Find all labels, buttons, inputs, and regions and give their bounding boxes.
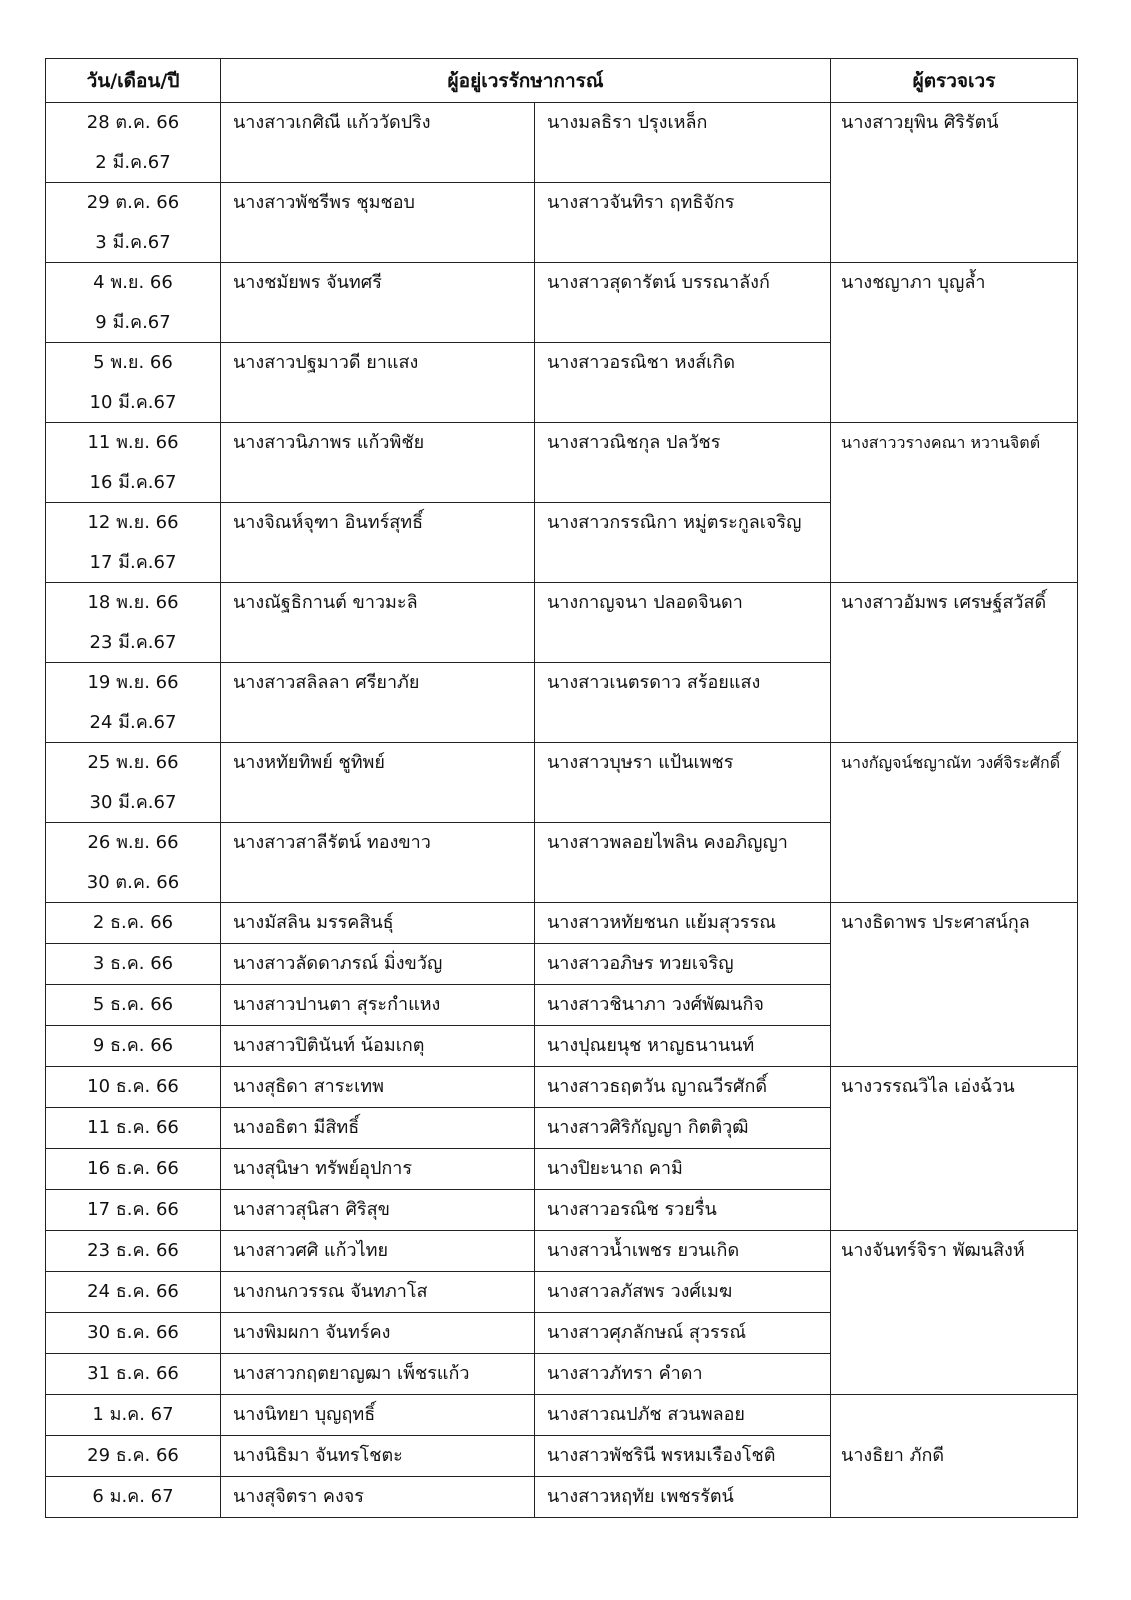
date-cell: 31 ธ.ค. 66 — [46, 1354, 221, 1395]
duty-officer-1: นางหทัยทิพย์ ชูทิพย์ — [221, 743, 535, 823]
table-row — [46, 1395, 1078, 1436]
duty-officer-2: นางสาวภัทรา คำดา — [535, 1354, 831, 1395]
inspector-cell: นางธิยา ภักดี — [831, 1395, 1078, 1518]
date-cell: 5 พ.ย. 66 10 มี.ค.67 — [46, 343, 221, 423]
duty-officer-1: นางสาวปานตา สุระกำแหง — [221, 985, 535, 1026]
duty-officer-2: นางสาวธฤตวัน ญาณวีรศักดิ์ — [535, 1067, 831, 1108]
date-cell: 9 ธ.ค. 66 — [46, 1026, 221, 1067]
date-cell: 3 ธ.ค. 66 — [46, 944, 221, 985]
header-date: วัน/เดือน/ปี — [46, 59, 221, 103]
duty-officer-1: นางสาวปฐมาวดี ยาแสง — [221, 343, 535, 423]
table-row — [46, 1231, 1078, 1272]
table-row — [46, 743, 1078, 823]
duty-officer-2: นางสาวพลอยไพลิน คงอภิญญา — [535, 823, 831, 903]
inspector-cell: นางสาววรางคณา หวานจิตต์ — [831, 423, 1078, 583]
duty-officer-2: นางสาวศุภลักษณ์ สุวรรณ์ — [535, 1313, 831, 1354]
date-cell: 11 พ.ย. 66 16 มี.ค.67 — [46, 423, 221, 503]
duty-officer-1: นางมัสลิน มรรคสินธุ์ — [221, 903, 535, 944]
duty-officer-2: นางสาวชินาภา วงศ์พัฒนกิจ — [535, 985, 831, 1026]
table-row — [46, 263, 1078, 343]
duty-officer-2: นางสาวน้ำเพชร ยวนเกิด — [535, 1231, 831, 1272]
table-row — [46, 103, 1078, 183]
duty-officer-1: นางสาวสุนิสา ศิริสุข — [221, 1190, 535, 1231]
duty-officer-1: นางชมัยพร จันทศรี — [221, 263, 535, 343]
duty-officer-1: นางกนกวรรณ จันทภาโส — [221, 1272, 535, 1313]
date-cell: 24 ธ.ค. 66 — [46, 1272, 221, 1313]
duty-officer-2: นางสาวณปภัช สวนพลอย — [535, 1395, 831, 1436]
duty-officer-2: นางสาวกรรณิกา หมู่ตระกูลเจริญ — [535, 503, 831, 583]
duty-officer-2: นางสาวอภิษร ทวยเจริญ — [535, 944, 831, 985]
duty-officer-1: นางณัฐธิกานต์ ขาวมะลิ — [221, 583, 535, 663]
duty-officer-2: นางสาวณิชกุล ปลวัชร — [535, 423, 831, 503]
date-cell: 29 ธ.ค. 66 — [46, 1436, 221, 1477]
date-cell: 6 ม.ค. 67 — [46, 1477, 221, 1518]
duty-officer-1: นางสาวเกศิณี แก้ววัดปริง — [221, 103, 535, 183]
date-cell: 12 พ.ย. 66 17 มี.ค.67 — [46, 503, 221, 583]
duty-officer-2: นางปิยะนาถ คามิ — [535, 1149, 831, 1190]
date-cell: 1 ม.ค. 67 — [46, 1395, 221, 1436]
date-cell: 25 พ.ย. 66 30 มี.ค.67 — [46, 743, 221, 823]
duty-roster-table — [45, 58, 1078, 1518]
duty-officer-1: นางสาวพัชรีพร ชุมชอบ — [221, 183, 535, 263]
duty-officer-1: นางสาวศศิ แก้วไทย — [221, 1231, 535, 1272]
duty-officer-2: นางสาวหทัยชนก แย้มสุวรรณ — [535, 903, 831, 944]
duty-officer-1: นางสาวสาลีรัตน์ ทองขาว — [221, 823, 535, 903]
table-row — [46, 583, 1078, 663]
duty-officer-1: นางสาวปิตินันท์ น้อมเกตุ — [221, 1026, 535, 1067]
header-duty: ผู้อยู่เวรรักษาการณ์ — [221, 59, 831, 103]
date-cell: 19 พ.ย. 66 24 มี.ค.67 — [46, 663, 221, 743]
inspector-cell: นางจันทร์จิรา พัฒนสิงห์ — [831, 1231, 1078, 1395]
duty-officer-1: นางสาวนิภาพร แก้วพิชัย — [221, 423, 535, 503]
duty-officer-2: นางสาวอรณิช รวยรื่น — [535, 1190, 831, 1231]
duty-officer-1: นางสาวลัดดาภรณ์ มิ่งขวัญ — [221, 944, 535, 985]
date-cell: 2 ธ.ค. 66 — [46, 903, 221, 944]
date-cell: 26 พ.ย. 66 30 ต.ค. 66 — [46, 823, 221, 903]
date-cell: 28 ต.ค. 66 2 มี.ค.67 — [46, 103, 221, 183]
inspector-cell: นางสาวยุพิน ศิริรัตน์ — [831, 103, 1078, 263]
duty-officer-1: นางสุจิตรา คงจร — [221, 1477, 535, 1518]
duty-officer-2: นางสาวบุษรา แป้นเพชร — [535, 743, 831, 823]
table-row — [46, 1067, 1078, 1108]
date-cell: 16 ธ.ค. 66 — [46, 1149, 221, 1190]
duty-officer-2: นางสาวเนตรดาว สร้อยแสง — [535, 663, 831, 743]
duty-officer-2: นางสาวลภัสพร วงศ์เมฆ — [535, 1272, 831, 1313]
table-row — [46, 423, 1078, 503]
date-cell: 18 พ.ย. 66 23 มี.ค.67 — [46, 583, 221, 663]
header-row — [46, 59, 1078, 103]
date-cell: 10 ธ.ค. 66 — [46, 1067, 221, 1108]
duty-officer-2: นางสาวหฤทัย เพชรรัตน์ — [535, 1477, 831, 1518]
date-cell: 29 ต.ค. 66 3 มี.ค.67 — [46, 183, 221, 263]
inspector-cell: นางสาวอัมพร เศรษฐ์สวัสดิ์ — [831, 583, 1078, 743]
duty-officer-1: นางจิณห์จุฑา อินทร์สุทธิ์ — [221, 503, 535, 583]
date-cell: 17 ธ.ค. 66 — [46, 1190, 221, 1231]
duty-officer-1: นางสุนิษา ทรัพย์อุปการ — [221, 1149, 535, 1190]
date-cell: 23 ธ.ค. 66 — [46, 1231, 221, 1272]
date-cell: 4 พ.ย. 66 9 มี.ค.67 — [46, 263, 221, 343]
inspector-cell: นางวรรณวิไล เอ่งฉ้วน — [831, 1067, 1078, 1231]
duty-officer-2: นางมลธิรา ปรุงเหล็ก — [535, 103, 831, 183]
inspector-cell: นางกัญจน์ชญาณัท วงศ์จิระศักดิ์ — [831, 743, 1078, 903]
duty-officer-2: นางสาวอรณิชา หงส์เกิด — [535, 343, 831, 423]
duty-officer-1: นางสาวสลิลลา ศรียาภัย — [221, 663, 535, 743]
table-row — [46, 903, 1078, 944]
duty-officer-2: นางกาญจนา ปลอดจินดา — [535, 583, 831, 663]
duty-officer-1: นางพิมผกา จันทร์คง — [221, 1313, 535, 1354]
duty-officer-1: นางสาวกฤตยาญฒา เพ็ชรแก้ว — [221, 1354, 535, 1395]
duty-officer-2: นางปุณยนุช หาญธนานนท์ — [535, 1026, 831, 1067]
duty-officer-2: นางสาวพัชรินี พรหมเรืองโชติ — [535, 1436, 831, 1477]
date-cell: 30 ธ.ค. 66 — [46, 1313, 221, 1354]
duty-officer-1: นางสุธิดา สาระเทพ — [221, 1067, 535, 1108]
inspector-cell: นางธิดาพร ประศาสน์กุล — [831, 903, 1078, 1067]
header-inspector: ผู้ตรวจเวร — [831, 59, 1078, 103]
duty-officer-1: นางอธิตา มีสิทธิ์ — [221, 1108, 535, 1149]
duty-officer-2: นางสาวศิริกัญญา กิตติวุฒิ — [535, 1108, 831, 1149]
inspector-cell: นางชญาภา บุญล้ำ — [831, 263, 1078, 423]
duty-officer-2: นางสาวสุดารัตน์ บรรณาลังก์ — [535, 263, 831, 343]
date-cell: 5 ธ.ค. 66 — [46, 985, 221, 1026]
duty-officer-1: นางนิธิมา จันทรโชตะ — [221, 1436, 535, 1477]
duty-officer-1: นางนิทยา บุญฤทธิ์ — [221, 1395, 535, 1436]
duty-officer-2: นางสาวจันทิรา ฤทธิจักร — [535, 183, 831, 263]
date-cell: 11 ธ.ค. 66 — [46, 1108, 221, 1149]
